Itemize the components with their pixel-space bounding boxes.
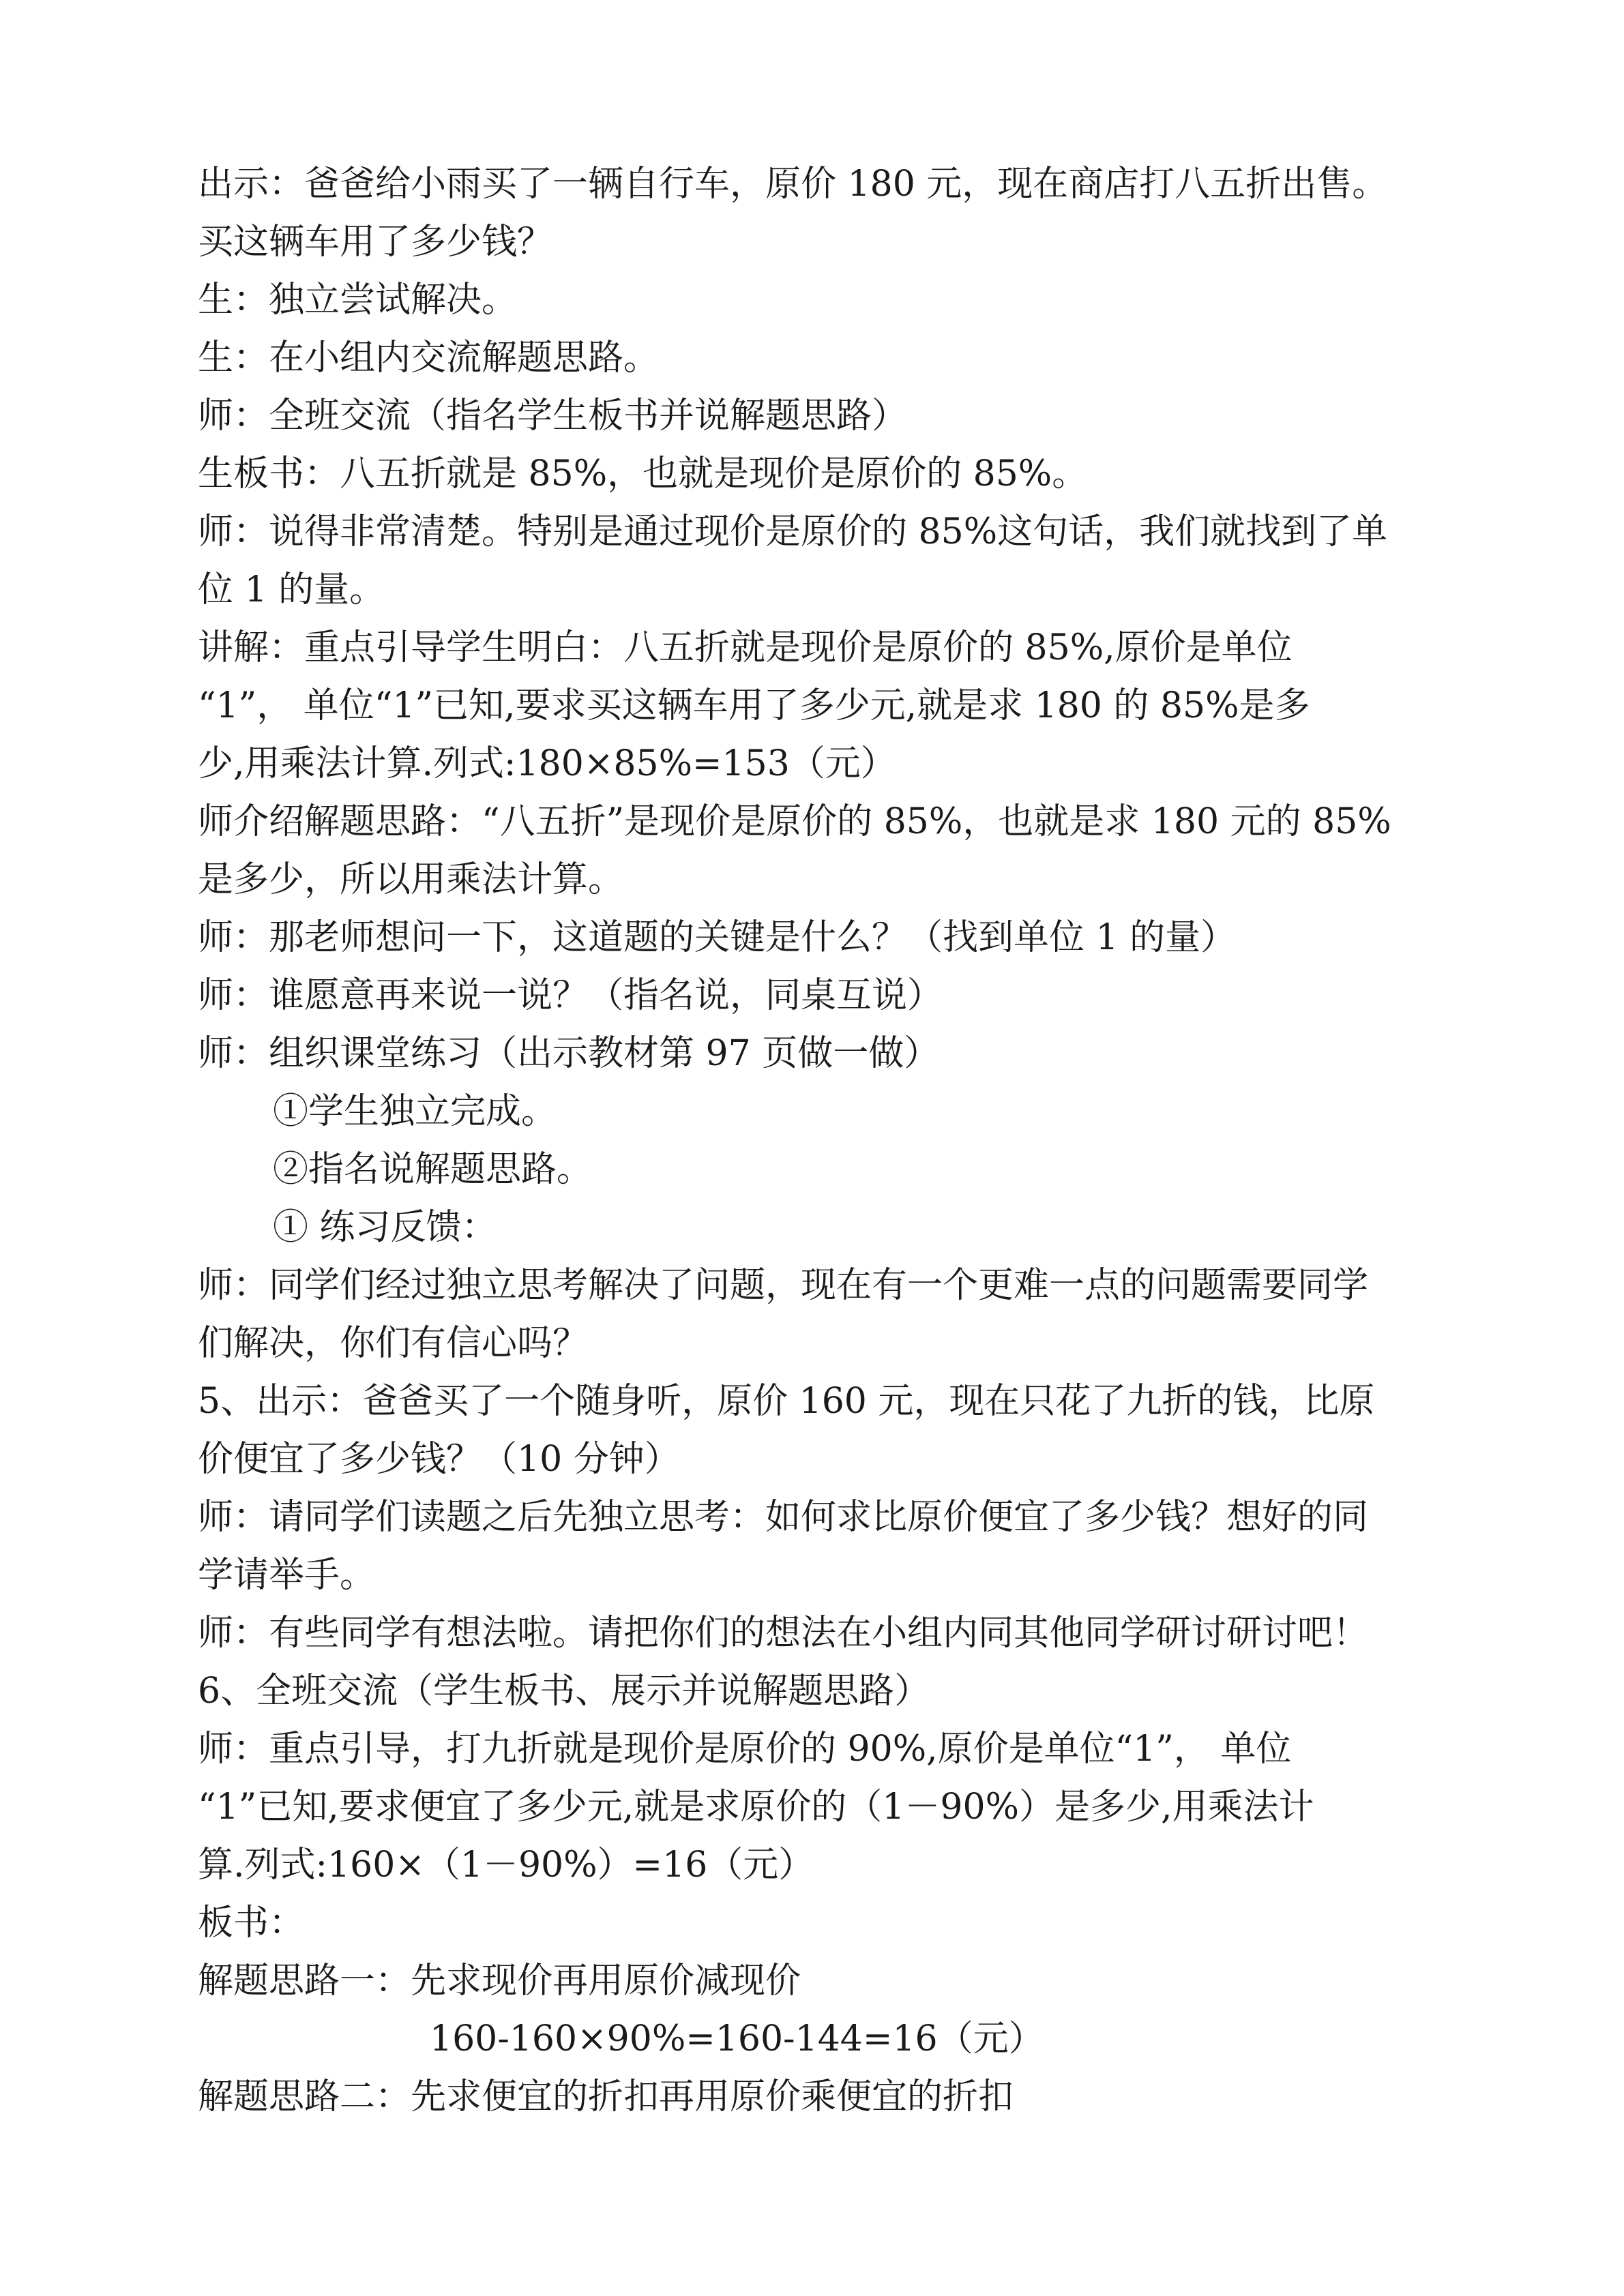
text-line: 师：重点引导，打九折就是现价是原价的 90%,原价是单位“1”， 单位 xyxy=(198,1729,1292,1770)
text-line: 买这辆车用了多少钱？ xyxy=(198,222,553,263)
text-line: 师：谁愿意再来说一说？（指名说，同桌互说） xyxy=(198,975,943,1016)
text-line: 5、出示：爸爸买了一个随身听，原价 160 元，现在只花了九折的钱，比原 xyxy=(198,1381,1375,1422)
text-line: 师：说得非常清楚。特别是通过现价是原价的 85%这句话，我们就找到了单 xyxy=(198,511,1388,552)
text-line: 师介绍解题思路：“八五折”是现价是原价的 85%，也就是求 180 元的 85% xyxy=(198,801,1391,842)
text-line: 师：全班交流（指名学生板书并说解题思路） xyxy=(198,396,908,436)
text-line: 板书： xyxy=(198,1903,305,1943)
text-line: 160-160×90%=160-144=16（元） xyxy=(430,2018,1044,2059)
text-line: 解题思路一：先求现价再用原价减现价 xyxy=(198,1960,801,2001)
text-line: 6、全班交流（学生板书、展示并说解题思路） xyxy=(198,1671,930,1712)
text-line: 学请举手。 xyxy=(198,1555,376,1596)
text-line: 价便宜了多少钱？（10 分钟） xyxy=(198,1439,680,1480)
text-line: 生：在小组内交流解题思路。 xyxy=(198,338,660,378)
text-line: 师：请同学们读题之后先独立思考：如何求比原价便宜了多少钱？想好的同 xyxy=(198,1497,1369,1538)
text-line: 少,用乘法计算.列式:180×85%=153（元） xyxy=(198,743,896,784)
text-line: ①学生独立完成。 xyxy=(273,1091,557,1132)
text-line: 师：组织课堂练习（出示教材第 97 页做一做） xyxy=(198,1033,940,1074)
text-line: 生板书：八五折就是 85%，也就是现价是原价的 85%。 xyxy=(198,453,1088,494)
text-line: 们解决，你们有信心吗？ xyxy=(198,1323,589,1364)
text-line: 算.列式:160×（1－90%）=16（元） xyxy=(198,1845,814,1885)
text-line: 师：那老师想问一下，这道题的关键是什么？（找到单位 1 的量） xyxy=(198,917,1237,958)
text-line: 位 1 的量。 xyxy=(198,569,385,610)
text-line: 出示：爸爸给小雨买了一辆自行车，原价 180 元，现在商店打八五折出售。 xyxy=(198,164,1388,205)
text-line: “1”已知,要求便宜了多少元,就是求原价的（1－90%）是多少,用乘法计 xyxy=(198,1787,1314,1828)
text-line: 解题思路二：先求便宜的折扣再用原价乘便宜的折扣 xyxy=(198,2076,1014,2117)
text-line: 生：独立尝试解决。 xyxy=(198,280,518,320)
document-body xyxy=(198,155,1466,2126)
text-line: 师：同学们经过独立思考解决了问题，现在有一个更难一点的问题需要同学 xyxy=(198,1265,1369,1306)
text-line: 师：有些同学有想法啦。请把你们的想法在小组内同其他同学研讨研讨吧！ xyxy=(198,1613,1369,1654)
text-line: ① 练习反馈： xyxy=(273,1207,497,1248)
text-line: “1”， 单位“1”已知,要求买这辆车用了多少元,就是求 180 的 85%是多 xyxy=(198,685,1310,726)
text-line: 讲解：重点引导学生明白：八五折就是现价是原价的 85%,原价是单位 xyxy=(198,627,1293,668)
text-line: ②指名说解题思路。 xyxy=(273,1149,593,1190)
text-line: 是多少，所以用乘法计算。 xyxy=(198,859,624,900)
